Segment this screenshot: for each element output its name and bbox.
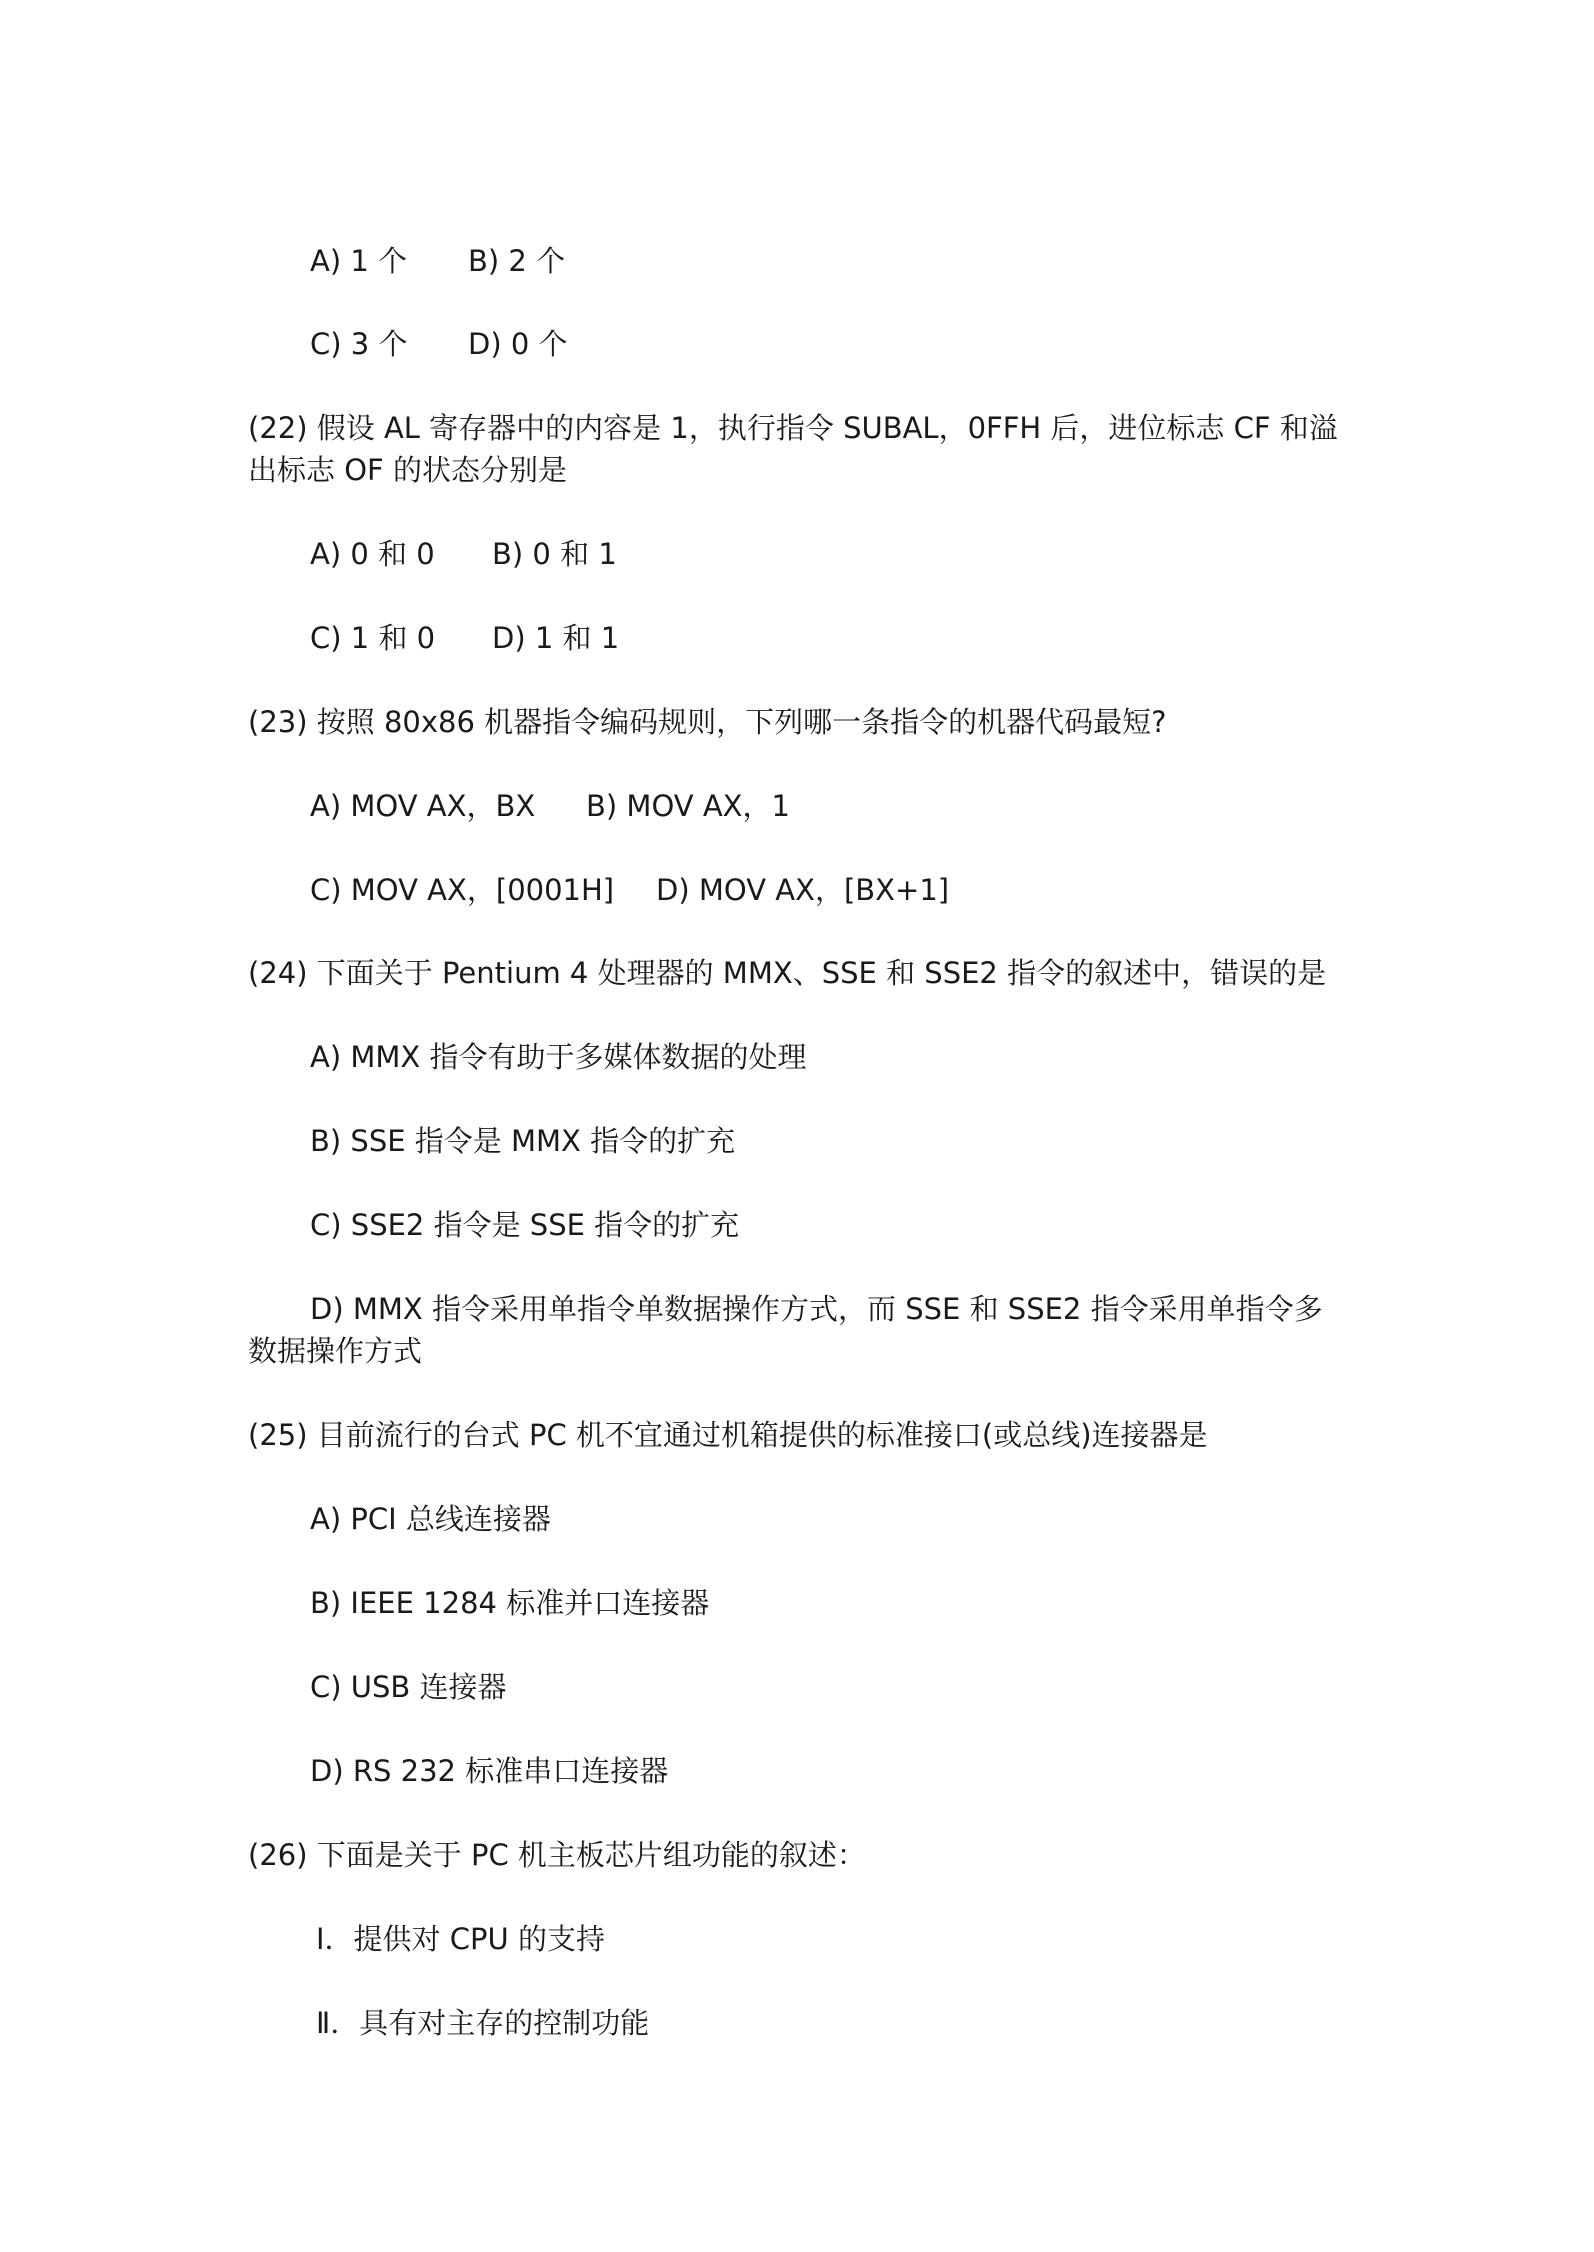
q25-option-b: B) IEEE 1284 标准并口连接器 [310,1586,710,1620]
q22-stem-line2: 出标志 OF 的状态分别是 [248,453,567,487]
q21-option-b: B) 2 个 [468,244,566,278]
q22-stem-line1: (22) 假设 AL 寄存器中的内容是 1，执行指令 SUBAL，0FFH 后，进位标志 CF 和溢 [248,411,1338,445]
q23-options-row2 [310,869,950,911]
q25-option-a: A) PCI 总线连接器 [310,1502,551,1536]
q24-stem: (24) 下面关于 Pentium 4 处理器的 MMX、SSE 和 SSE2 指令的叙述中，错误的是 [248,956,1327,990]
q22-option-c: C) 1 和 0 [310,621,436,655]
q24-option-c: C) SSE2 指令是 SSE 指令的扩充 [310,1208,740,1242]
q21-options-row2 [310,323,568,365]
q24-option-d-line2: 数据操作方式 [248,1334,423,1368]
q23-option-c: C) MOV AX，[0001H] [310,873,615,907]
q23-options-row1 [310,785,790,827]
q23-option-a: A) MOV AX，BX [310,789,536,823]
q25-option-d: D) RS 232 标准串口连接器 [310,1754,669,1788]
q24-option-a: A) MMX 指令有助于多媒体数据的处理 [310,1040,807,1074]
q21-option-c: C) 3 个 [310,327,408,361]
q22-options-row1 [310,533,617,575]
q25-option-c: C) USB 连接器 [310,1670,507,1704]
q23-option-d: D) MOV AX，[BX+1] [656,873,950,907]
q24-option-d-line1: D) MMX 指令采用单指令单数据操作方式，而 SSE 和 SSE2 指令采用单指令多 [310,1292,1323,1326]
q21-option-d: D) 0 个 [468,327,568,361]
q23-stem: (23) 按照 80x86 机器指令编码规则，下列哪一条指令的机器代码最短? [248,705,1167,739]
q24-option-b: B) SSE 指令是 MMX 指令的扩充 [310,1124,736,1158]
q22-option-a: A) 0 和 0 [310,537,435,571]
q26-stem: (26) 下面是关于 PC 机主板芯片组功能的叙述： [248,1838,866,1872]
q21-option-a: A) 1 个 [310,244,408,278]
q21-options-row1 [310,240,566,282]
q22-options-row2 [310,617,620,659]
q22-option-b: B) 0 和 1 [492,537,617,571]
q25-stem: (25) 目前流行的台式 PC 机不宜通过机箱提供的标准接口(或总线)连接器是 [248,1418,1208,1452]
q22-option-d: D) 1 和 1 [492,621,620,655]
q26-item-1: Ⅰ．提供对 CPU 的支持 [316,1922,605,1956]
q23-option-b: B) MOV AX，1 [586,789,790,823]
q26-item-2: Ⅱ．具有对主存的控制功能 [316,2006,650,2040]
